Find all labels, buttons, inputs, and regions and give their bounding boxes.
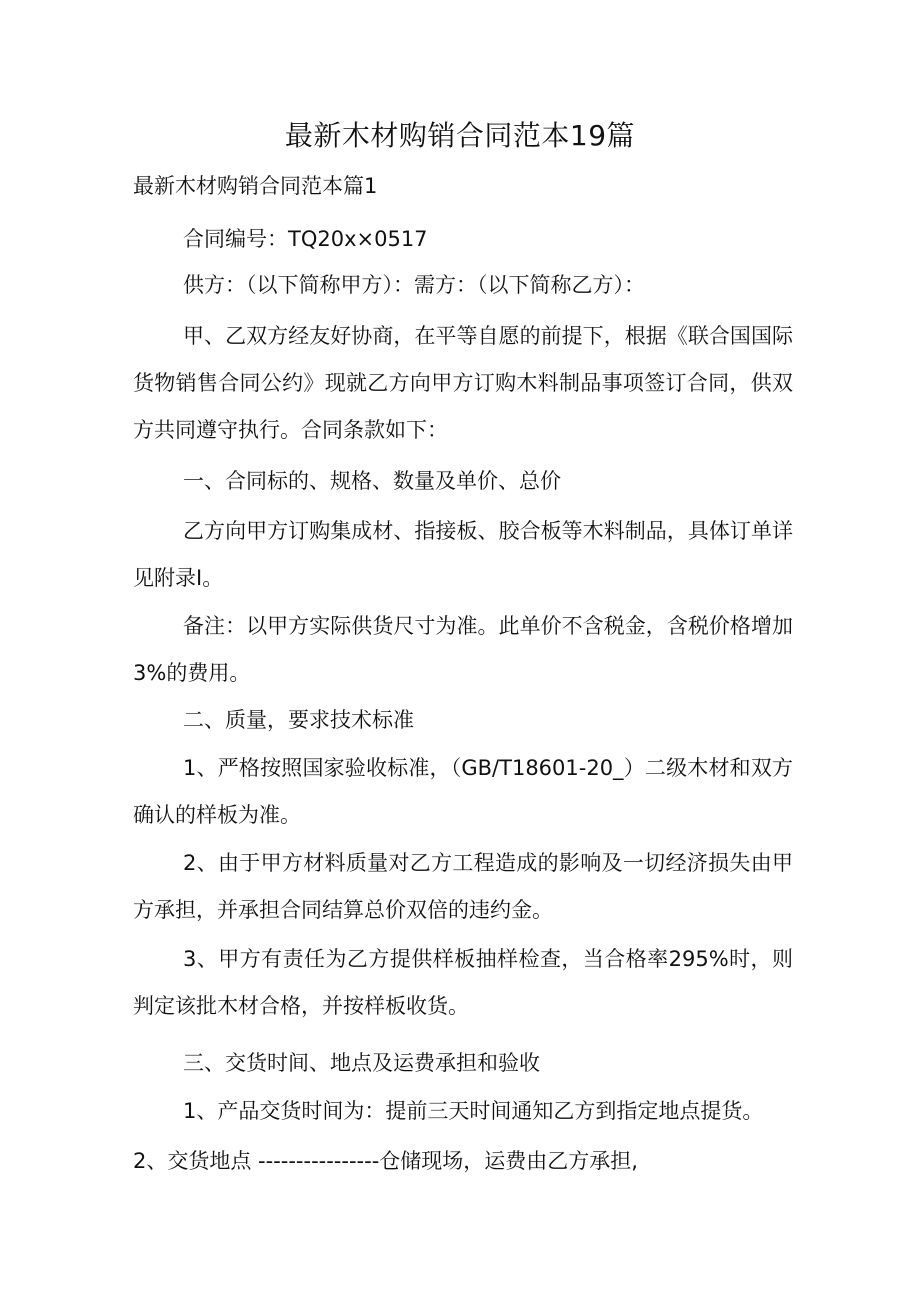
section-heading-1: 一、合同标的、规格、数量及单价、总价 [183,469,561,493]
quality-clause-3: 3、甲方有责任为乙方提供样板抽样检查，当合格率295%时，则判定该批木材合格，并按样板收货。 [133,947,793,1018]
contract-number: 合同编号：TQ20x×0517 [183,227,428,251]
quality-clause-2: 2、由于甲方材料质量对乙方工程造成的影响及一切经济损失由甲方承担，并承担合同结算总价双倍的违约金。 [133,851,793,922]
document-title: 最新木材购销合同范本19篇 [284,119,636,152]
section-heading-2: 二、质量，要求技术标准 [183,708,414,732]
remark-paragraph: 备注：以甲方实际供货尺寸为准。此单价不含税金，含税价格增加3%的费用。 [133,614,793,685]
parties-line: 供方：（以下简称甲方）：需方：（以下简称乙方）： [183,273,645,297]
section-heading-3: 三、交货时间、地点及运费承担和验收 [183,1051,540,1075]
delivery-clause-1: 1、产品交货时间为：提前三天时间通知乙方到指定地点提货。 [183,1099,764,1123]
order-paragraph: 乙方向甲方订购集成材、指接板、胶合板等木料制品，具体订单详见附录I。 [133,519,793,590]
delivery-clause-2: 2、交货地点 ----------------仓储现场，运费由乙方承担, [133,1149,638,1173]
section-heading: 最新木材购销合同范本篇1 [133,174,378,198]
quality-clause-1: 1、严格按照国家验收标准，（GB/T18601-20_）二级木材和双方确认的样板为准。 [133,756,793,827]
preamble-paragraph: 甲、乙双方经友好协商，在平等自愿的前提下，根据《联合国国际货物销售合同公约》现就乙方向甲方订购木料制品事项签订合同，供双方共同遵守执行。合同条款如下： [133,324,793,442]
